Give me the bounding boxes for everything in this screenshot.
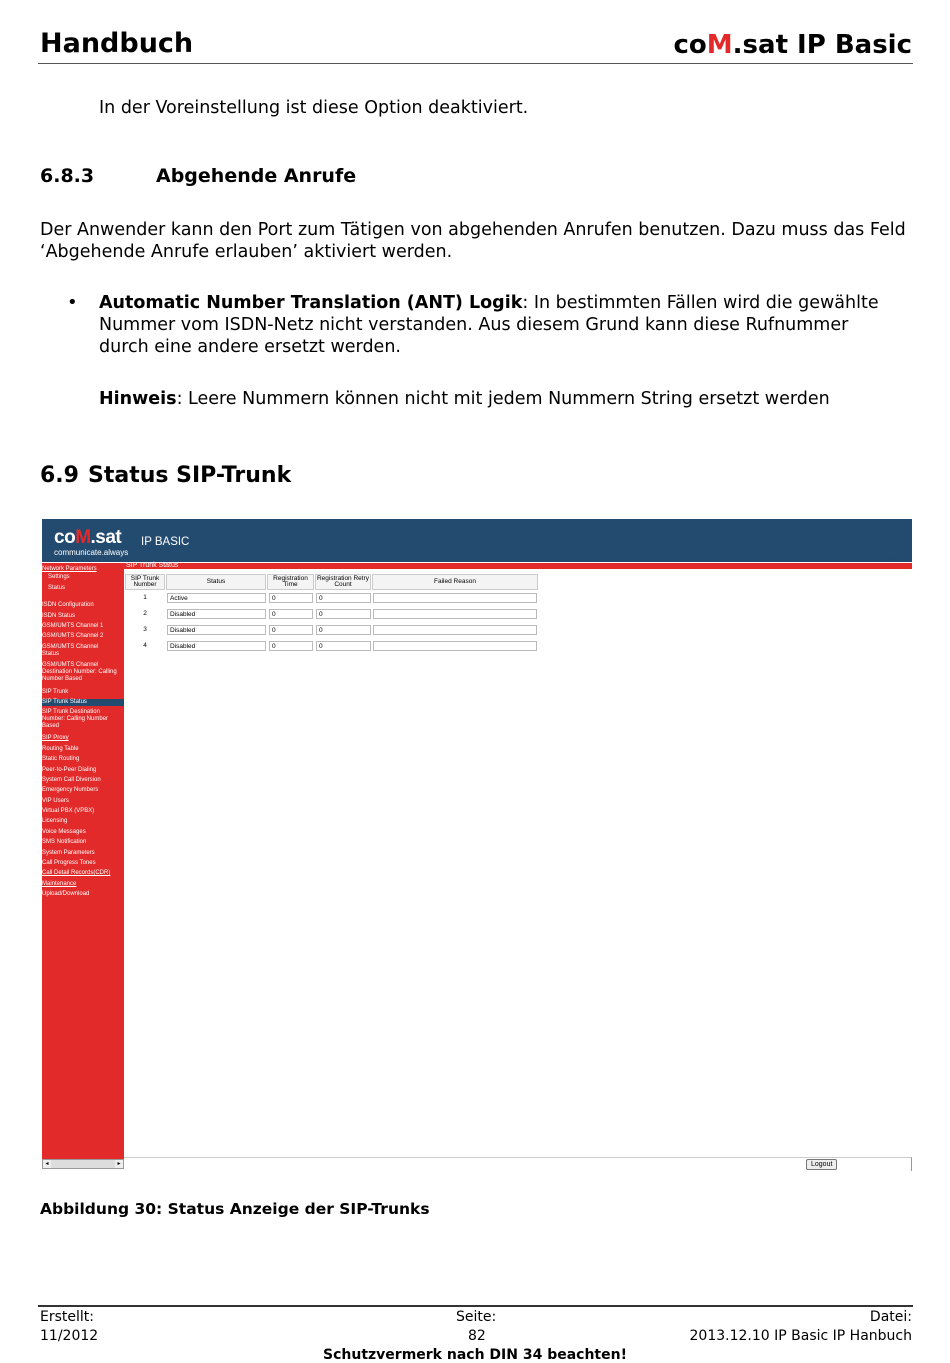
footer-page-label: Seite:: [456, 1309, 497, 1325]
nav-item-routing-table[interactable]: Routing Table: [42, 746, 79, 752]
bullet-dot: •: [67, 292, 78, 313]
nav-item-sip-trunk-destination-number[interactable]: SIP Trunk Destination Number: Calling Number Based: [42, 709, 109, 729]
nav-item-system-parameters[interactable]: System Parameters: [42, 850, 95, 856]
brand-m: M: [706, 30, 733, 60]
logo-co: co: [54, 527, 76, 548]
breadcrumb: SIP Trunk Status: [126, 562, 179, 569]
contact-link[interactable]: Contact: [885, 556, 906, 562]
ant-bold-label: Automatic Number Translation (ANT) Logik: [99, 293, 523, 313]
nav-item-system-call-diversion[interactable]: System Call Diversion: [42, 777, 101, 783]
header-rule: [38, 63, 913, 64]
section-number: 6.8.3: [40, 165, 95, 187]
row-3-failed-reason: [373, 625, 537, 635]
bottom-bar: [124, 1157, 912, 1171]
row-1-number: 1: [143, 594, 147, 601]
nav-item-isdn-status[interactable]: ISDN Status: [42, 613, 76, 619]
row-2-failed-reason: [373, 609, 537, 619]
row-1-registration-time: 0: [269, 593, 313, 603]
nav-item-static-routing[interactable]: Static Routing: [42, 756, 80, 762]
row-3-registration-time: 0: [269, 625, 313, 635]
row-3-number: 3: [143, 626, 147, 633]
section-title: Abgehende Anrufe: [156, 165, 357, 187]
section-title: Status SIP-Trunk: [88, 463, 292, 488]
section-number: 6.9: [40, 463, 79, 488]
row-4-retry-count: 0: [316, 641, 371, 651]
logo-sat: .sat: [90, 527, 122, 548]
nav-item-sip-trunk-status[interactable]: SIP Trunk Status: [42, 699, 124, 706]
col-header-registration-time: Registration Time: [267, 574, 314, 590]
row-3-status: Disabled: [167, 625, 266, 635]
row-4-status: Disabled: [167, 641, 266, 651]
nav-item-sip-trunk[interactable]: SIP Trunk: [42, 689, 69, 695]
app-name: IP BASIC: [141, 536, 190, 548]
brand-logo: [674, 30, 912, 60]
col-header-retry-count: Registration Retry Count: [316, 574, 370, 588]
brand-product: IP Basic: [788, 30, 912, 60]
col-header-status: Status: [166, 574, 266, 590]
footer-file-label: Datei:: [869, 1309, 912, 1325]
row-1-status: Active: [167, 593, 266, 603]
nav-item-call-detail-records[interactable]: Call Detail Records(CDR): [42, 870, 111, 876]
row-4-failed-reason: [373, 641, 537, 651]
footer-created-value: 11/2012: [40, 1328, 99, 1344]
row-2-registration-time: 0: [269, 609, 313, 619]
note-label: Hinweis: [99, 389, 177, 409]
col-header-failed-reason: Failed Reason: [372, 574, 538, 590]
nav-item-upload-download[interactable]: Upload/Download: [42, 891, 90, 897]
nav-item-gsm-channel-1[interactable]: GSM/UMTS Channel 1: [42, 623, 104, 629]
footer-rule: [38, 1305, 913, 1307]
nav-item-network-parameters[interactable]: Network Parameters: [42, 566, 97, 572]
col-header-trunk-number: SIP Trunk Number: [125, 574, 165, 590]
nav-item-licensing[interactable]: Licensing: [42, 818, 68, 824]
scroll-right-arrow-icon[interactable]: ▸: [115, 1160, 123, 1168]
nav-item-call-progress-tones[interactable]: Call Progress Tones: [42, 860, 96, 866]
figure-caption: Abbildung 30: Status Anzeige der SIP-Trunks: [40, 1200, 430, 1218]
section-heading-683: [40, 165, 356, 187]
scroll-left-arrow-icon[interactable]: ◂: [43, 1160, 51, 1168]
footer-page-value: 82: [468, 1328, 486, 1344]
footer-created-label: Erstellt:: [40, 1309, 94, 1325]
nav-item-peer-to-peer-dialing[interactable]: Peer-to-Peer Dialing: [42, 767, 97, 773]
ant-text: : In bestimmten Fällen wird die gewählte Nummer vom ISDN-Netz nicht verstanden. Aus diesem Grund kann diese Rufnummer durch eine andere ersetzt werden.: [99, 293, 879, 357]
nav-item-vip-users[interactable]: VIP Users: [42, 798, 69, 804]
nav-item-virtual-pbx[interactable]: Virtual PBX (VPBX): [42, 808, 95, 814]
row-1-failed-reason: [373, 593, 537, 603]
app-logo: [54, 528, 121, 547]
ant-bullet-paragraph: [99, 292, 889, 358]
nav-item-status[interactable]: Status: [48, 585, 66, 591]
nav-item-sip-proxy[interactable]: SIP Proxy: [42, 735, 69, 741]
document-title: Handbuch: [40, 28, 194, 59]
nav-item-voice-messages[interactable]: Voice Messages: [42, 829, 86, 835]
nav-item-gsm-channel-status[interactable]: GSM/UMTS Channel Status: [42, 644, 99, 657]
nav-item-gsm-channel-2[interactable]: GSM/UMTS Channel 2: [42, 633, 104, 639]
nav-sidebar: [42, 566, 124, 1159]
nav-item-gsm-destination-number[interactable]: GSM/UMTS Channel Destination Number: Calling Number Based: [42, 662, 117, 682]
note-paragraph: [99, 388, 830, 410]
section-heading-69: [40, 463, 291, 488]
logo-tagline: communicate.always: [54, 548, 129, 557]
brand-sat: .sat: [732, 30, 788, 60]
row-2-number: 2: [143, 610, 147, 617]
footer-notice: Schutzvermerk nach DIN 34 beachten!: [323, 1347, 627, 1363]
sip-trunk-status-screenshot: [42, 519, 912, 1171]
nav-item-emergency-numbers[interactable]: Emergency Numbers: [42, 787, 99, 793]
footer-file-value: 2013.12.10 IP Basic IP Hanbuch: [689, 1328, 912, 1344]
row-4-number: 4: [143, 642, 147, 649]
nav-item-sms-notification[interactable]: SMS Notification: [42, 839, 87, 845]
intro-paragraph: In der Voreinstellung ist diese Option deaktiviert.: [99, 98, 529, 118]
note-text: : Leere Nummern können nicht mit jedem Nummern String ersetzt werden: [176, 389, 830, 409]
nav-item-maintenance[interactable]: Maintenance: [42, 881, 77, 887]
nav-item-isdn-configuration[interactable]: ISDN Configuration: [42, 602, 94, 608]
row-4-registration-time: 0: [269, 641, 313, 651]
row-1-retry-count: 0: [316, 593, 371, 603]
nav-item-settings[interactable]: Settings: [48, 574, 70, 580]
row-2-retry-count: 0: [316, 609, 371, 619]
row-2-status: Disabled: [167, 609, 266, 619]
logout-button[interactable]: Logout: [806, 1159, 837, 1170]
outgoing-calls-paragraph: Der Anwender kann den Port zum Tätigen von abgehenden Anrufen benutzen. Dazu muss das Feld ‘Abgehende Anrufe erlauben’ aktiviert werden.: [40, 220, 906, 262]
brand-co: co: [673, 30, 707, 60]
row-3-retry-count: 0: [316, 625, 371, 635]
logo-m: M: [75, 527, 91, 548]
horizontal-scrollbar[interactable]: [42, 1159, 124, 1169]
